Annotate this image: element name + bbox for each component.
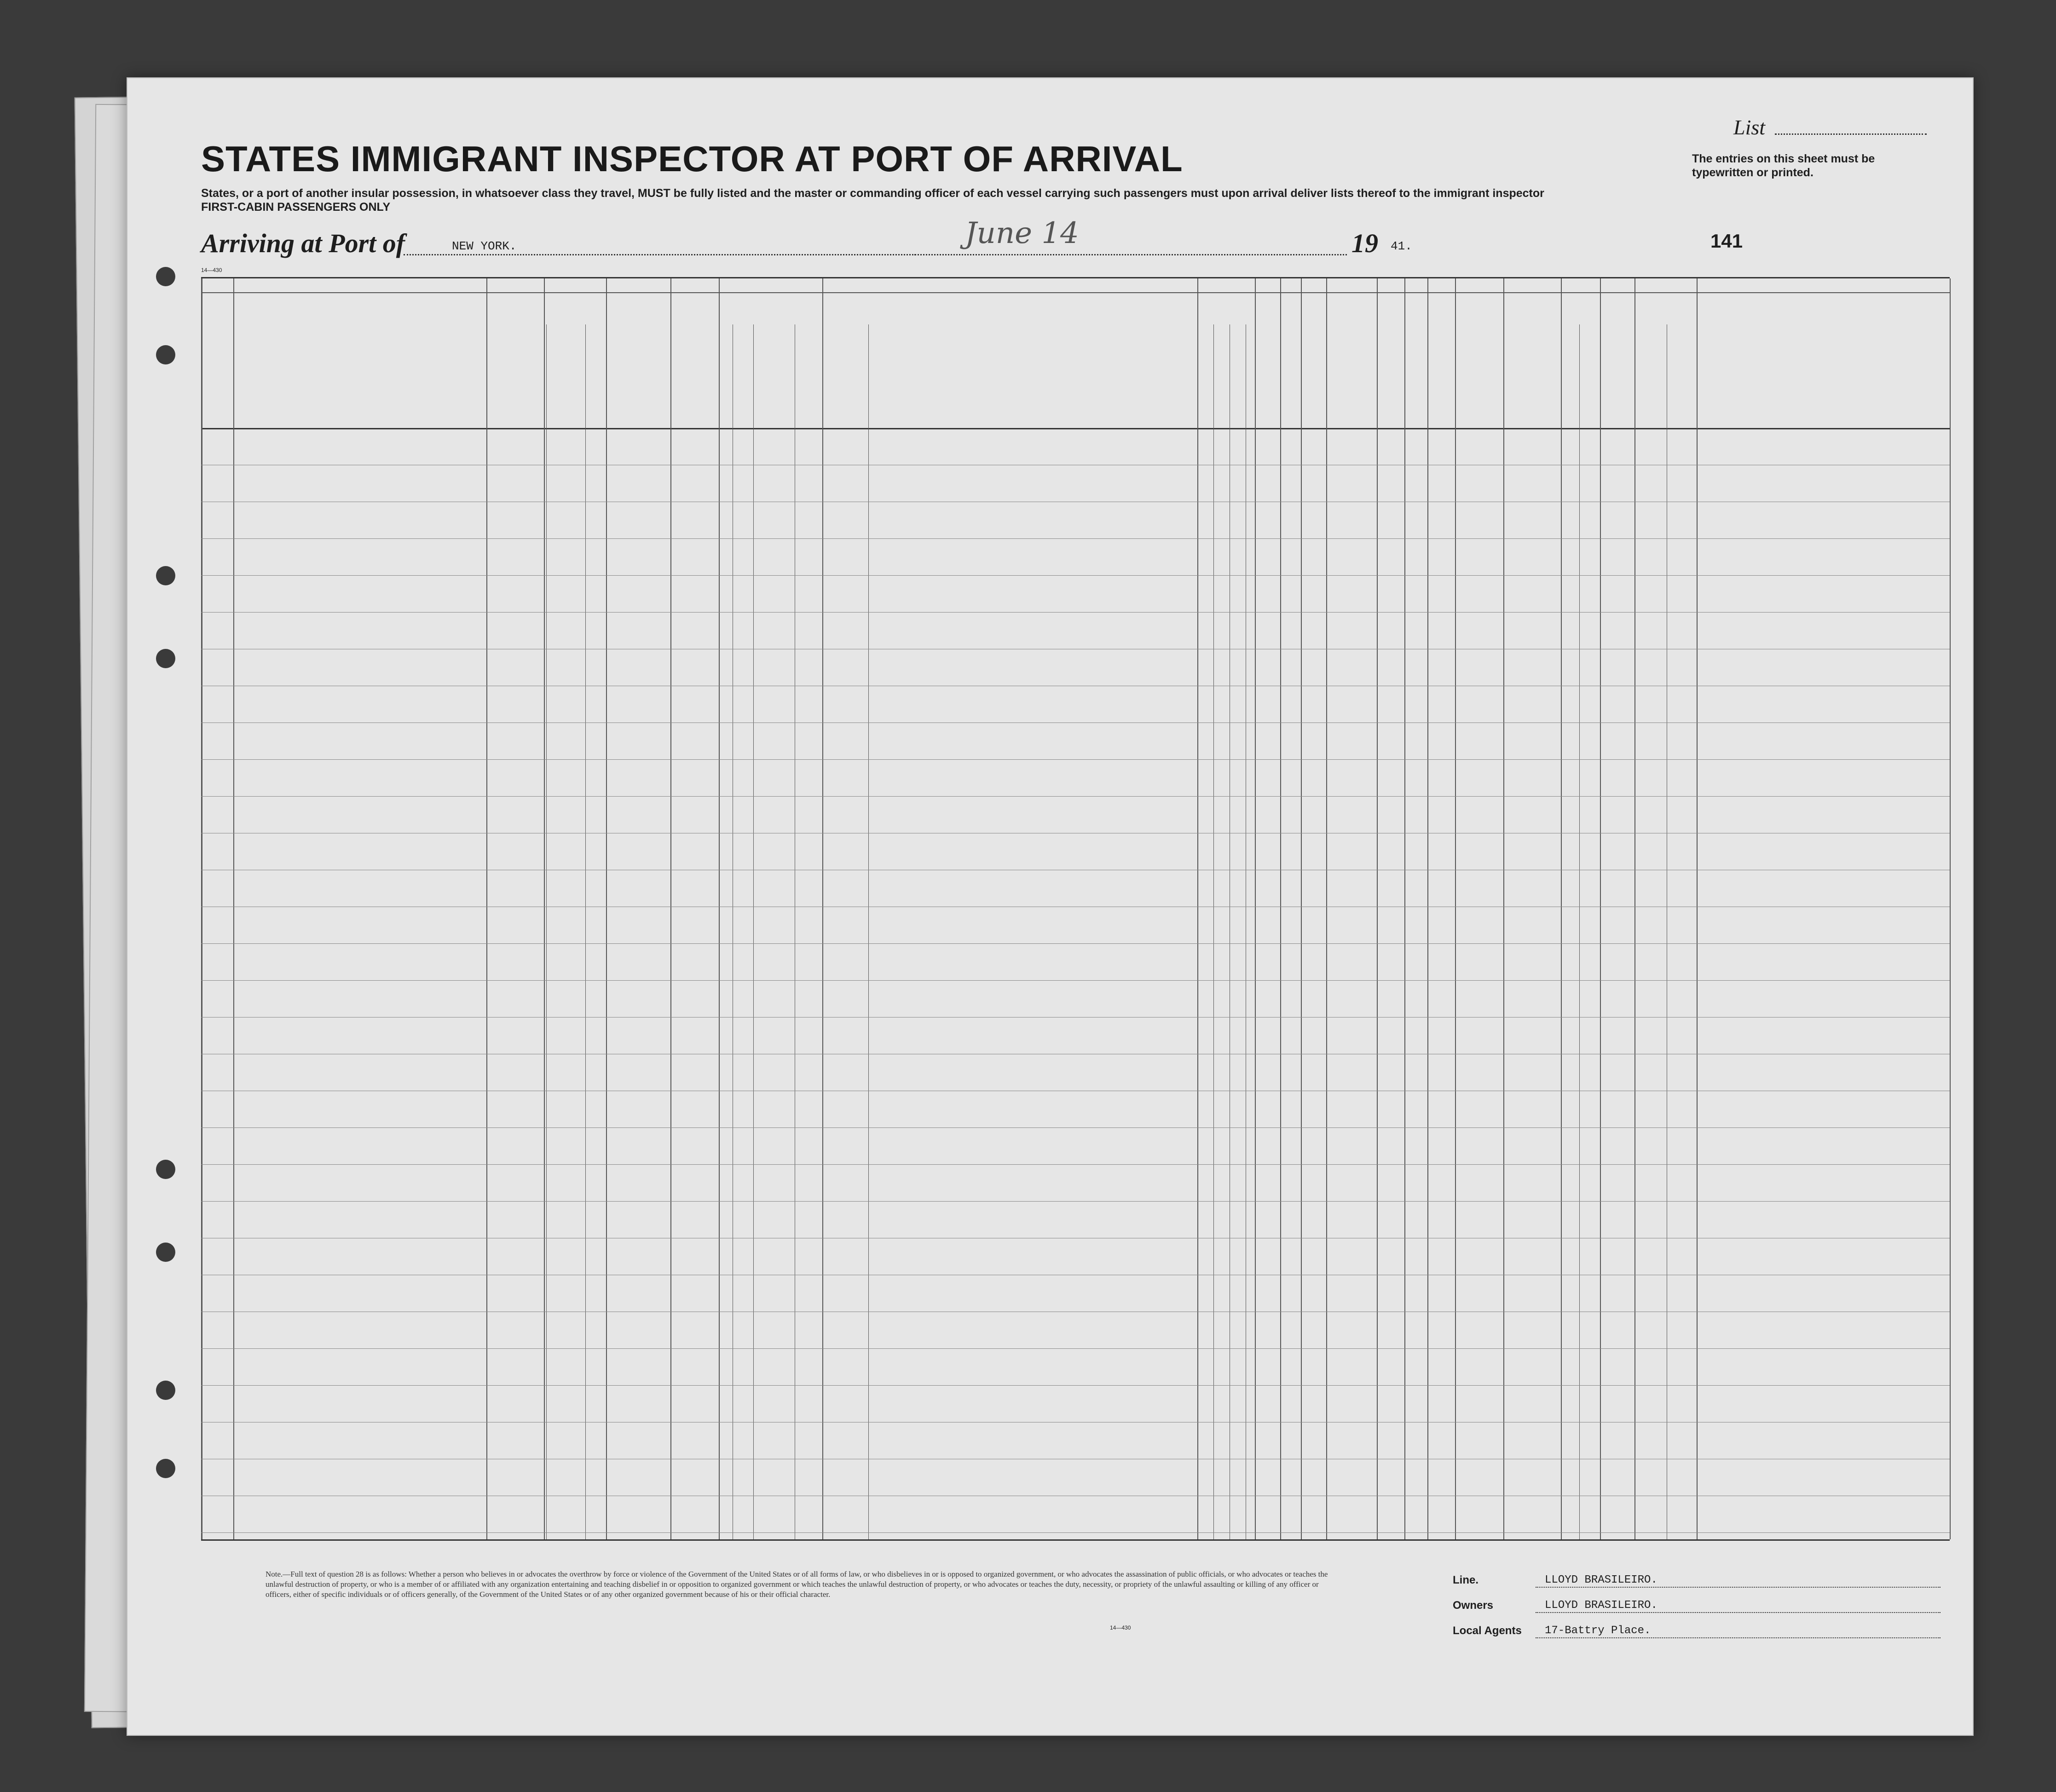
manifest-sheet [127,77,1974,1736]
entries-note: The entries on this sheet must be typewritten or printed. [1692,152,1875,179]
column-divider [1197,278,1198,1539]
row-rule [201,1348,1950,1349]
form-code: 14—430 [201,267,222,273]
column-divider [1503,278,1504,1539]
purpose-divider [1213,324,1214,1539]
line-label: Line. [1453,1574,1479,1586]
column-header [1429,299,1453,426]
agents-rule [1536,1637,1940,1638]
owners-label: Owners [1453,1599,1494,1612]
column-divider [1427,278,1428,1539]
binder-hole [156,267,175,286]
binder-hole [156,649,175,668]
list-label: List [1733,116,1766,139]
column-divider [1600,278,1601,1539]
column-divider [1301,278,1302,1539]
column-divider [1455,278,1456,1539]
year-prefix: 19 [1351,228,1378,258]
column-header [1303,299,1324,426]
owners-value: LLOYD BRASILEIRO. [1545,1599,1658,1612]
column-header [1406,299,1426,426]
binder-hole [156,566,175,585]
footnote: Note.—Full text of question 28 is as follows: Whether a person who believes in or advocates the overthrow by force or violence of the Government of the United States or of all forms of law, or who disbelieves in or is opposed to organized government, or who advocates the assassination of public officials, or who advocates or teaches the unlawful destruction of property, or who is a member of or affiliated with any organization entertaining and teaching disbelief in or opposition to organized government or which teaches the unlawful destruction of property, or who advocates or teaches the duty, necessity, or propriety of the unlawful assaulting or killing of any officer or officers, either of specific individuals or of officers generally, of the Government of the United States or of any other organized government because of his or their official character. [266,1570,1328,1599]
line-value: LLOYD BRASILEIRO. [1545,1574,1658,1586]
manifest-table [201,277,1950,1541]
agents-label: Local Agents [1453,1624,1522,1637]
port-value: NEW YORK. [452,239,517,253]
column-divider [1697,278,1698,1539]
column-divider [1404,278,1405,1539]
binder-hole [156,1381,175,1400]
footer-form-code: 14—430 [1110,1624,1131,1631]
instructions-text: States, or a port of another insular possession, in whatsoever class they travel, MUST be fully listed and the master or commanding officer of each vessel carrying such passengers must upon arrival deliver lists thereof to the immigrant inspector [201,187,1544,200]
column-divider [1326,278,1327,1539]
class-note: FIRST-CABIN PASSENGERS ONLY [201,201,391,214]
column-divider [1950,278,1951,1539]
row-rule [201,1385,1950,1386]
final-destination-state-divider [546,324,547,1539]
column-divider [1634,278,1635,1539]
row-rule [201,759,1950,760]
column-divider [1561,278,1562,1539]
row-rule [201,612,1950,613]
column-header [1257,299,1278,426]
year-suffix: 41. [1391,239,1412,253]
instructions [201,186,1720,214]
row-rule [201,1164,1950,1165]
row-rule [201,538,1950,539]
binder-hole [156,1459,175,1478]
row-rule [201,1201,1950,1202]
row-rule [201,796,1950,797]
row-rule [201,1127,1950,1128]
column-divider [1255,278,1256,1539]
owners-rule [1536,1612,1940,1613]
column-divider [233,278,234,1539]
column-header [546,297,604,426]
column-divider [201,278,202,1539]
column-header [1379,299,1403,426]
page-number: 141 [1710,230,1743,252]
row-rule [201,980,1950,981]
header-bottom-rule [201,428,1950,429]
row-rule [201,1532,1950,1533]
agents-value: 17-Battry Place. [1545,1624,1651,1637]
column-divider [670,278,671,1539]
column-divider [544,278,545,1539]
binder-hole [156,1243,175,1262]
column-divider [1377,278,1378,1539]
binder-hole [156,1160,175,1179]
column-divider [822,278,823,1539]
column-divider [719,278,720,1539]
list-line [1775,133,1927,135]
header-separator [201,292,1950,293]
row-rule [201,943,1950,944]
period-divider [753,324,754,1539]
column-header [672,297,717,426]
feet-inches-divider [1579,324,1580,1539]
binder-hole [156,345,175,364]
date-handwritten: June 14 [965,216,1079,250]
date-divider [868,324,869,1539]
column-divider [486,278,487,1539]
date-line [914,254,1347,255]
column-header [1328,299,1375,426]
column-divider [606,278,607,1539]
arriving-label: Arriving at Port of [201,228,405,258]
final-destination-city-divider [585,324,586,1539]
row-rule [201,575,1950,576]
line-rule [1536,1587,1940,1588]
column-header [1282,299,1299,426]
page-title: STATES IMMIGRANT INSPECTOR AT PORT OF ARRIVAL [201,139,1183,179]
column-divider [1280,278,1281,1539]
